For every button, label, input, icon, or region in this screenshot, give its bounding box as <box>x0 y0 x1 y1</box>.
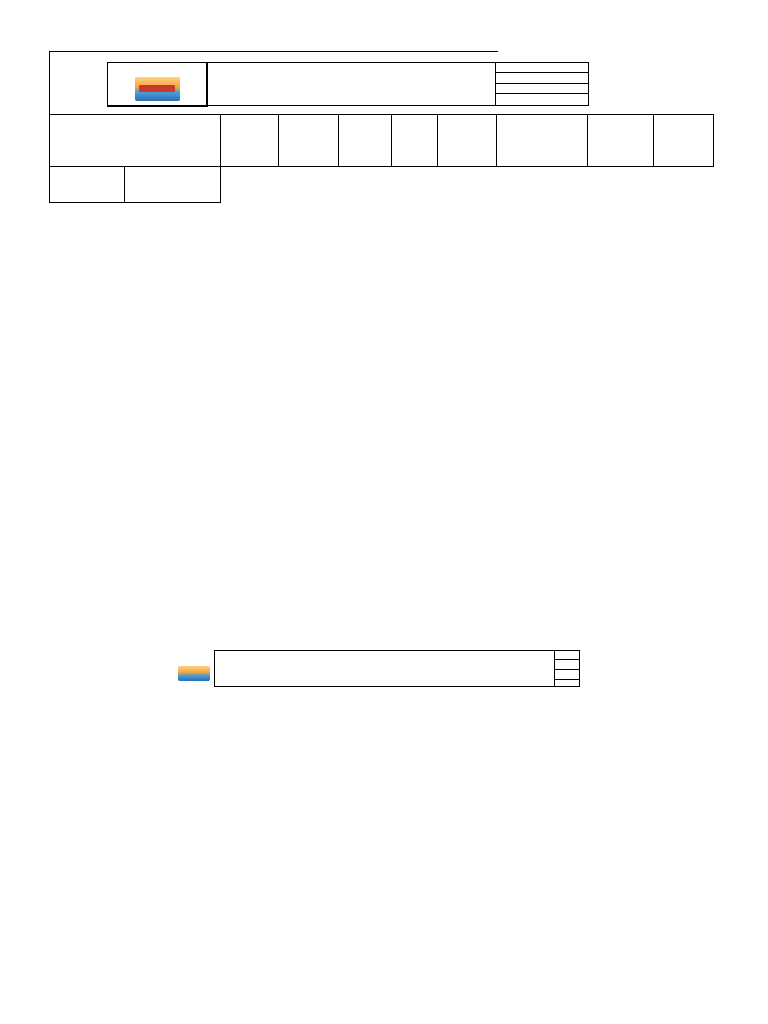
header-top-rule <box>49 51 498 52</box>
meta-code <box>496 62 588 73</box>
compatibility-matrix <box>49 114 714 203</box>
document-meta-small <box>554 650 580 687</box>
logo-artwork <box>135 77 180 101</box>
company-logo <box>107 62 208 107</box>
column-header <box>221 115 279 167</box>
column-header <box>438 115 497 167</box>
pictogram-header <box>125 167 221 203</box>
page-title-small <box>214 650 554 687</box>
meta-created <box>496 84 588 95</box>
area-label <box>50 115 221 167</box>
page-title <box>207 62 495 105</box>
company-logo-small <box>174 650 215 687</box>
document-meta <box>495 62 589 105</box>
logo-artwork-small <box>178 666 210 681</box>
column-header <box>654 115 714 167</box>
substance-name-header <box>50 167 125 203</box>
column-header <box>339 115 392 167</box>
column-header <box>588 115 654 167</box>
header-left-rule <box>49 51 50 115</box>
column-header <box>279 115 339 167</box>
meta-revised <box>496 94 588 105</box>
column-header <box>392 115 438 167</box>
column-header <box>497 115 588 167</box>
meta-version <box>496 73 588 84</box>
